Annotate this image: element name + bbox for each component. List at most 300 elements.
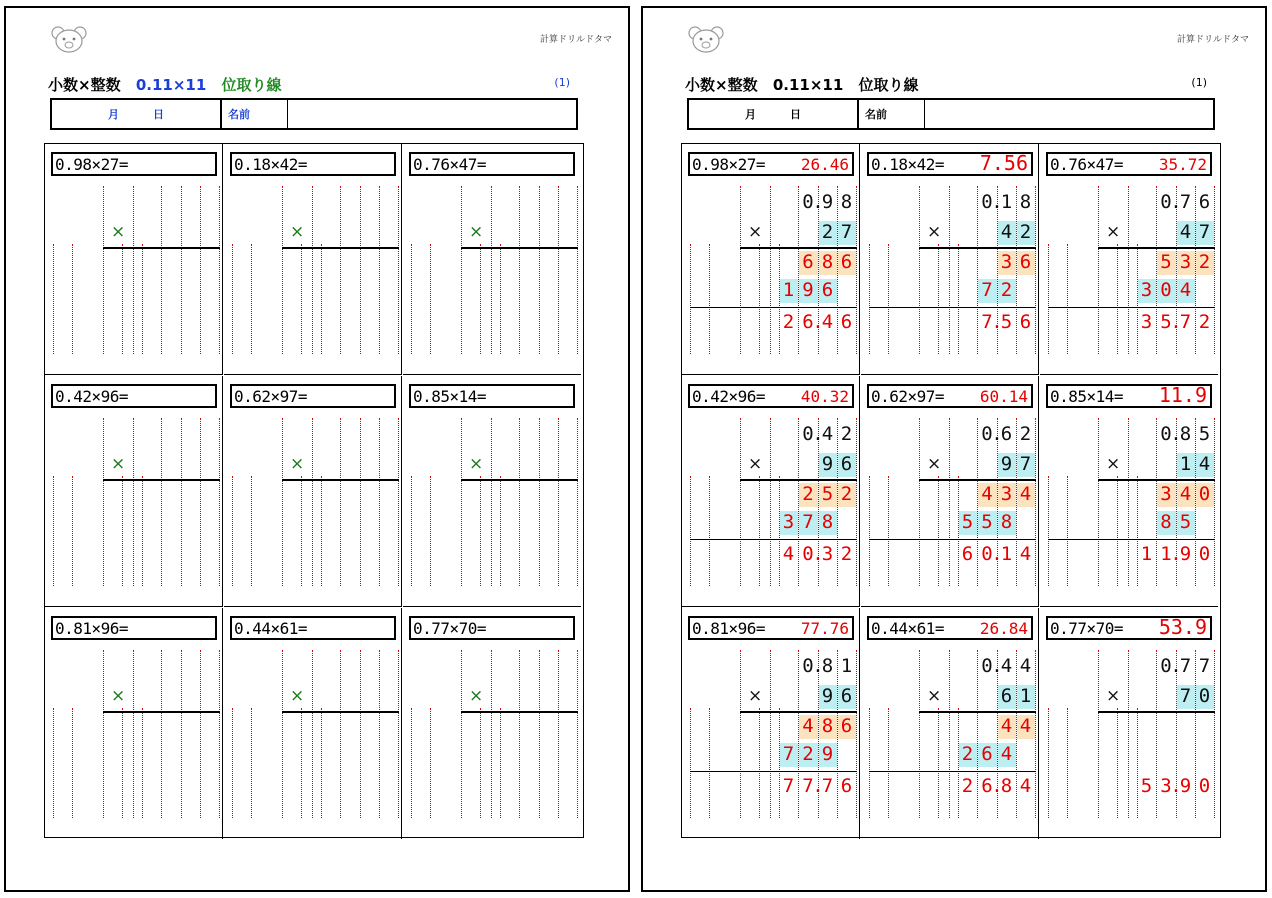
digit: 5: [1198, 423, 1211, 445]
place-value-guide-line: [856, 186, 857, 354]
place-value-guide-line: [251, 708, 252, 818]
problem-cell: [682, 144, 860, 375]
place-value-guide-line: [709, 244, 710, 354]
digit-decimal-point: .: [1170, 423, 1182, 445]
digit: 5: [1179, 511, 1192, 533]
place-value-guide-line: [181, 650, 182, 818]
title-lines-label: 位取り線: [221, 76, 282, 94]
times-sign: ×: [927, 686, 942, 706]
place-value-guide-line: [133, 186, 134, 354]
place-value-guide-line: [430, 476, 431, 586]
multiplication-line: [919, 711, 1036, 713]
place-value-guide-line: [539, 650, 540, 818]
digit: 7: [782, 775, 795, 797]
digit: 6: [961, 543, 974, 565]
problem-expression: 0.98×27=: [55, 155, 129, 174]
multiplication-line: [1098, 479, 1215, 481]
place-value-guide-line: [1117, 476, 1118, 586]
problem-cell: [45, 376, 223, 607]
bear-logo-icon: [49, 24, 89, 54]
place-value-guide-line: [480, 708, 481, 818]
problem-expression: 0.44×61=: [871, 619, 945, 638]
digit: 4: [1000, 655, 1013, 677]
problem-cell: [224, 144, 402, 375]
place-value-guide-line: [133, 650, 134, 818]
place-value-guide-line: [181, 186, 182, 354]
multiplication-line: [1098, 711, 1215, 713]
problem-cell: [403, 376, 581, 607]
digit: 8: [1000, 511, 1013, 533]
place-value-guide-line: [251, 244, 252, 354]
problem-expression: 0.81×96=: [692, 619, 766, 638]
place-value-guide-line: [398, 650, 399, 818]
digit: 0: [1198, 775, 1211, 797]
place-value-guide-line: [379, 186, 380, 354]
problem-expression: 0.18×42=: [234, 155, 308, 174]
place-value-guide-line: [312, 650, 313, 818]
answer-value: 26.84: [979, 619, 1028, 638]
digit: 4: [1019, 715, 1032, 737]
place-value-guide-line: [72, 708, 73, 818]
sum-line: [869, 771, 1036, 772]
place-value-guide-line: [430, 244, 431, 354]
place-value-guide-line: [321, 476, 322, 586]
sum-line: [690, 539, 857, 540]
digit: 9: [1000, 453, 1013, 475]
problem-box: [1046, 384, 1212, 408]
day-label: 日: [153, 108, 164, 121]
digit: 5: [1160, 311, 1172, 333]
digit: 6: [840, 715, 853, 737]
place-value-guide-line: [740, 418, 741, 586]
place-value-guide-line: [500, 708, 501, 818]
digit: 0: [1160, 655, 1172, 677]
problem-cell: [861, 376, 1039, 607]
digit: 7: [1179, 191, 1192, 213]
place-value-guide-line: [1137, 708, 1138, 818]
digit-decimal-point: .: [1170, 655, 1182, 677]
times-sign: ×: [111, 454, 126, 474]
digit: 3: [1000, 251, 1013, 273]
digit-decimal-point: .: [812, 423, 824, 445]
digit: 3: [1140, 279, 1153, 301]
place-value-guide-line: [232, 708, 233, 818]
place-value-guide-line: [72, 476, 73, 586]
digit: 9: [802, 279, 814, 301]
problem-box: [1046, 152, 1212, 176]
problem-cell: [682, 608, 860, 839]
day-label: 日: [790, 108, 801, 121]
place-value-guide-line: [958, 244, 959, 354]
problem-expression: 0.85×14=: [413, 387, 487, 406]
times-sign: ×: [290, 222, 305, 242]
place-value-guide-line: [1067, 476, 1068, 586]
problem-expression: 0.42×96=: [55, 387, 129, 406]
digit: 2: [840, 483, 853, 505]
problem-box: [51, 616, 217, 640]
digit: 1: [1179, 453, 1192, 475]
digit-decimal-point: .: [991, 423, 1003, 445]
sum-line: [869, 307, 1036, 308]
digit: 2: [1198, 251, 1211, 273]
times-sign: ×: [469, 686, 484, 706]
place-value-guide-line: [770, 418, 771, 586]
answer-value: 77.76: [800, 619, 849, 638]
problem-cell: [861, 608, 1039, 839]
title-range: 0.11×11: [772, 76, 844, 94]
place-value-guide-line: [142, 708, 143, 818]
place-value-guide-line: [219, 418, 220, 586]
place-value-guide-line: [321, 244, 322, 354]
place-value-guide-line: [53, 708, 54, 818]
place-value-guide-line: [1048, 244, 1049, 354]
problem-expression: 0.77×70=: [413, 619, 487, 638]
place-value-guide-line: [200, 418, 201, 586]
digit: 7: [981, 279, 993, 301]
digit: 4: [1000, 715, 1013, 737]
digit-decimal-point: .: [991, 191, 1003, 213]
worksheet-page-problems: [4, 6, 630, 892]
place-value-guide-line: [690, 708, 691, 818]
place-value-guide-line: [759, 476, 760, 586]
title-main: 小数×整数: [48, 76, 121, 94]
problem-cell: [224, 376, 402, 607]
digit: 9: [821, 685, 834, 707]
place-value-guide-line: [558, 186, 559, 354]
answer-value: 11.9: [1158, 383, 1207, 407]
problem-cell: [224, 608, 402, 839]
place-value-guide-line: [398, 186, 399, 354]
digit-decimal-point: .: [1170, 191, 1182, 213]
place-value-guide-line: [919, 650, 920, 818]
digit: 2: [782, 311, 795, 333]
times-sign: ×: [927, 222, 942, 242]
problem-expression: 0.44×61=: [234, 619, 308, 638]
digit: 5: [981, 511, 993, 533]
times-sign: ×: [1106, 686, 1121, 706]
digit: 2: [840, 423, 853, 445]
digit: 0: [981, 543, 993, 565]
worksheet-title: [48, 74, 282, 95]
name-date-box: [50, 98, 578, 130]
problem-cell: [682, 376, 860, 607]
digit: 7: [802, 511, 814, 533]
digit: 4: [1000, 221, 1013, 243]
digit: 8: [821, 511, 834, 533]
digit-decimal-point: .: [1170, 775, 1182, 797]
place-value-guide-line: [519, 186, 520, 354]
digit: 8: [821, 655, 834, 677]
place-value-guide-line: [869, 244, 870, 354]
place-value-guide-line: [1214, 418, 1215, 586]
place-value-guide-line: [398, 418, 399, 586]
name-date-box: [687, 98, 1215, 130]
digit: 0: [1160, 279, 1172, 301]
place-value-guide-line: [461, 418, 462, 586]
digit: 3: [1140, 311, 1153, 333]
multiplication-line: [740, 479, 857, 481]
place-value-guide-line: [919, 186, 920, 354]
digit: 2: [802, 743, 814, 765]
digit: 2: [961, 775, 974, 797]
digit: 4: [1019, 655, 1032, 677]
digit: 5: [1140, 775, 1153, 797]
place-value-guide-line: [690, 476, 691, 586]
place-value-guide-line: [558, 650, 559, 818]
multiplication-line: [103, 479, 220, 481]
multiplication-line: [1098, 247, 1215, 249]
digit: 2: [1019, 221, 1032, 243]
digit: 4: [802, 715, 814, 737]
digit: 6: [981, 743, 993, 765]
problem-cell: [45, 144, 223, 375]
place-value-guide-line: [360, 418, 361, 586]
name-field[interactable]: [288, 100, 576, 128]
digit: 8: [821, 251, 834, 273]
digit: 4: [1198, 453, 1211, 475]
place-value-guide-line: [301, 476, 302, 586]
place-value-guide-line: [759, 708, 760, 818]
place-value-guide-line: [282, 650, 283, 818]
place-value-guide-line: [938, 244, 939, 354]
digit: 0: [981, 655, 993, 677]
place-value-guide-line: [519, 418, 520, 586]
name-field[interactable]: [925, 100, 1213, 128]
place-value-guide-line: [740, 650, 741, 818]
worksheet-title: [685, 74, 919, 95]
title-range: 0.11×11: [135, 76, 207, 94]
place-value-guide-line: [103, 650, 104, 818]
digit: 3: [1179, 251, 1192, 273]
place-value-guide-line: [461, 186, 462, 354]
problem-grid: [44, 143, 584, 838]
digit: 7: [1179, 685, 1192, 707]
digit: 9: [1179, 775, 1192, 797]
place-value-guide-line: [1035, 186, 1036, 354]
place-value-guide-line: [340, 418, 341, 586]
place-value-guide-line: [856, 418, 857, 586]
place-value-guide-line: [122, 476, 123, 586]
place-value-guide-line: [122, 708, 123, 818]
place-value-guide-line: [577, 650, 578, 818]
title-lines-label: 位取り線: [858, 76, 919, 94]
sum-line: [1048, 539, 1215, 540]
digit: 0: [1160, 191, 1172, 213]
answer-value: 60.14: [979, 387, 1028, 406]
digit: 4: [981, 483, 993, 505]
digit-decimal-point: .: [991, 543, 1003, 565]
place-value-guide-line: [869, 708, 870, 818]
digit: 2: [961, 743, 974, 765]
digit: 4: [1019, 483, 1032, 505]
place-value-guide-line: [1098, 186, 1099, 354]
place-value-guide-line: [161, 650, 162, 818]
digit: 4: [1179, 483, 1192, 505]
digit-decimal-point: .: [1170, 311, 1182, 333]
problem-box: [409, 152, 575, 176]
problem-box: [688, 616, 854, 640]
digit: 9: [1179, 543, 1192, 565]
digit: 0: [802, 423, 814, 445]
multiplication-line: [461, 711, 578, 713]
place-value-guide-line: [461, 650, 462, 818]
place-value-guide-line: [1067, 708, 1068, 818]
place-value-guide-line: [200, 186, 201, 354]
place-value-guide-line: [282, 186, 283, 354]
place-value-guide-line: [360, 650, 361, 818]
place-value-guide-line: [161, 418, 162, 586]
place-value-guide-line: [558, 418, 559, 586]
times-sign: ×: [748, 222, 763, 242]
month-label: 月: [745, 108, 756, 121]
digit: 4: [1179, 279, 1192, 301]
problem-box: [230, 616, 396, 640]
place-value-guide-line: [740, 186, 741, 354]
digit: 8: [821, 715, 834, 737]
problem-cell: [403, 608, 581, 839]
digit: 6: [1198, 191, 1211, 213]
times-sign: ×: [469, 222, 484, 242]
digit: 4: [1179, 221, 1192, 243]
multiplication-line: [919, 479, 1036, 481]
digit: 8: [1019, 191, 1032, 213]
digit: 1: [1140, 543, 1153, 565]
place-value-guide-line: [379, 418, 380, 586]
place-value-guide-line: [200, 650, 201, 818]
digit-decimal-point: .: [812, 655, 824, 677]
problem-expression: 0.98×27=: [692, 155, 766, 174]
place-value-guide-line: [500, 244, 501, 354]
digit: 5: [1160, 251, 1172, 273]
place-value-guide-line: [232, 476, 233, 586]
digit: 1: [1019, 685, 1032, 707]
problem-cell: [1040, 144, 1218, 375]
place-value-guide-line: [181, 418, 182, 586]
place-value-guide-line: [770, 650, 771, 818]
site-name: 計算ドリルドタマ: [539, 35, 612, 45]
place-value-guide-line: [1128, 418, 1129, 586]
digit: 7: [840, 221, 853, 243]
problem-expression: 0.76×47=: [413, 155, 487, 174]
digit: 1: [782, 279, 795, 301]
digit: 1: [1000, 543, 1013, 565]
multiplication-line: [282, 247, 399, 249]
problem-box: [51, 384, 217, 408]
bear-logo-icon: [686, 24, 726, 54]
problem-box: [1046, 616, 1212, 640]
digit: 6: [1019, 251, 1032, 273]
place-value-guide-line: [491, 650, 492, 818]
sum-line: [869, 539, 1036, 540]
times-sign: ×: [111, 222, 126, 242]
place-value-guide-line: [360, 186, 361, 354]
problem-expression: 0.85×14=: [1050, 387, 1124, 406]
multiplication-line: [740, 247, 857, 249]
answer-value: 40.32: [800, 387, 849, 406]
digit: 9: [821, 191, 834, 213]
times-sign: ×: [290, 454, 305, 474]
times-sign: ×: [290, 686, 305, 706]
digit: 4: [821, 423, 834, 445]
digit-decimal-point: .: [812, 311, 824, 333]
place-value-guide-line: [577, 418, 578, 586]
digit: 9: [821, 743, 834, 765]
digit: 6: [821, 279, 834, 301]
place-value-guide-line: [770, 186, 771, 354]
place-value-guide-line: [888, 708, 889, 818]
place-value-guide-line: [919, 418, 920, 586]
problem-expression: 0.76×47=: [1050, 155, 1124, 174]
place-value-guide-line: [491, 418, 492, 586]
problem-box: [51, 152, 217, 176]
place-value-guide-line: [103, 186, 104, 354]
place-value-guide-line: [856, 650, 857, 818]
digit: 0: [981, 423, 993, 445]
date-field[interactable]: [52, 100, 222, 128]
place-value-guide-line: [709, 708, 710, 818]
times-sign: ×: [748, 454, 763, 474]
problem-box: [688, 384, 854, 408]
place-value-guide-line: [888, 244, 889, 354]
date-field[interactable]: [689, 100, 859, 128]
worksheet-page-answers: [641, 6, 1267, 892]
digit: 8: [1160, 511, 1172, 533]
digit: 3: [782, 511, 795, 533]
digit: 3: [1000, 483, 1013, 505]
problem-expression: 0.18×42=: [871, 155, 945, 174]
digit: 2: [840, 543, 853, 565]
place-value-guide-line: [142, 244, 143, 354]
digit: 7: [1198, 655, 1211, 677]
digit-decimal-point: .: [991, 775, 1003, 797]
digit: 4: [1019, 775, 1032, 797]
place-value-guide-line: [321, 708, 322, 818]
place-value-guide-line: [1137, 476, 1138, 586]
problem-box: [230, 152, 396, 176]
sum-line: [690, 307, 857, 308]
problem-box: [409, 616, 575, 640]
place-value-guide-line: [219, 650, 220, 818]
place-value-guide-line: [888, 476, 889, 586]
place-value-guide-line: [1067, 244, 1068, 354]
digit: 6: [981, 775, 993, 797]
place-value-guide-line: [72, 244, 73, 354]
place-value-guide-line: [938, 476, 939, 586]
digit: 2: [1000, 279, 1013, 301]
multiplication-line: [461, 247, 578, 249]
digit: 6: [840, 685, 853, 707]
digit: 7: [981, 311, 993, 333]
place-value-guide-line: [759, 244, 760, 354]
digit: 6: [840, 453, 853, 475]
place-value-guide-line: [539, 418, 540, 586]
digit: 6: [1000, 685, 1013, 707]
problem-box: [867, 616, 1033, 640]
place-value-guide-line: [1117, 708, 1118, 818]
answer-grid: [681, 143, 1221, 838]
digit: 2: [1019, 423, 1032, 445]
place-value-guide-line: [1048, 476, 1049, 586]
multiplication-line: [103, 711, 220, 713]
problem-box: [409, 384, 575, 408]
place-value-guide-line: [1098, 650, 1099, 818]
place-value-guide-line: [869, 476, 870, 586]
sum-line: [1048, 307, 1215, 308]
place-value-guide-line: [301, 708, 302, 818]
digit: 6: [802, 251, 814, 273]
digit: 4: [821, 311, 834, 333]
problem-expression: 0.77×70=: [1050, 619, 1124, 638]
